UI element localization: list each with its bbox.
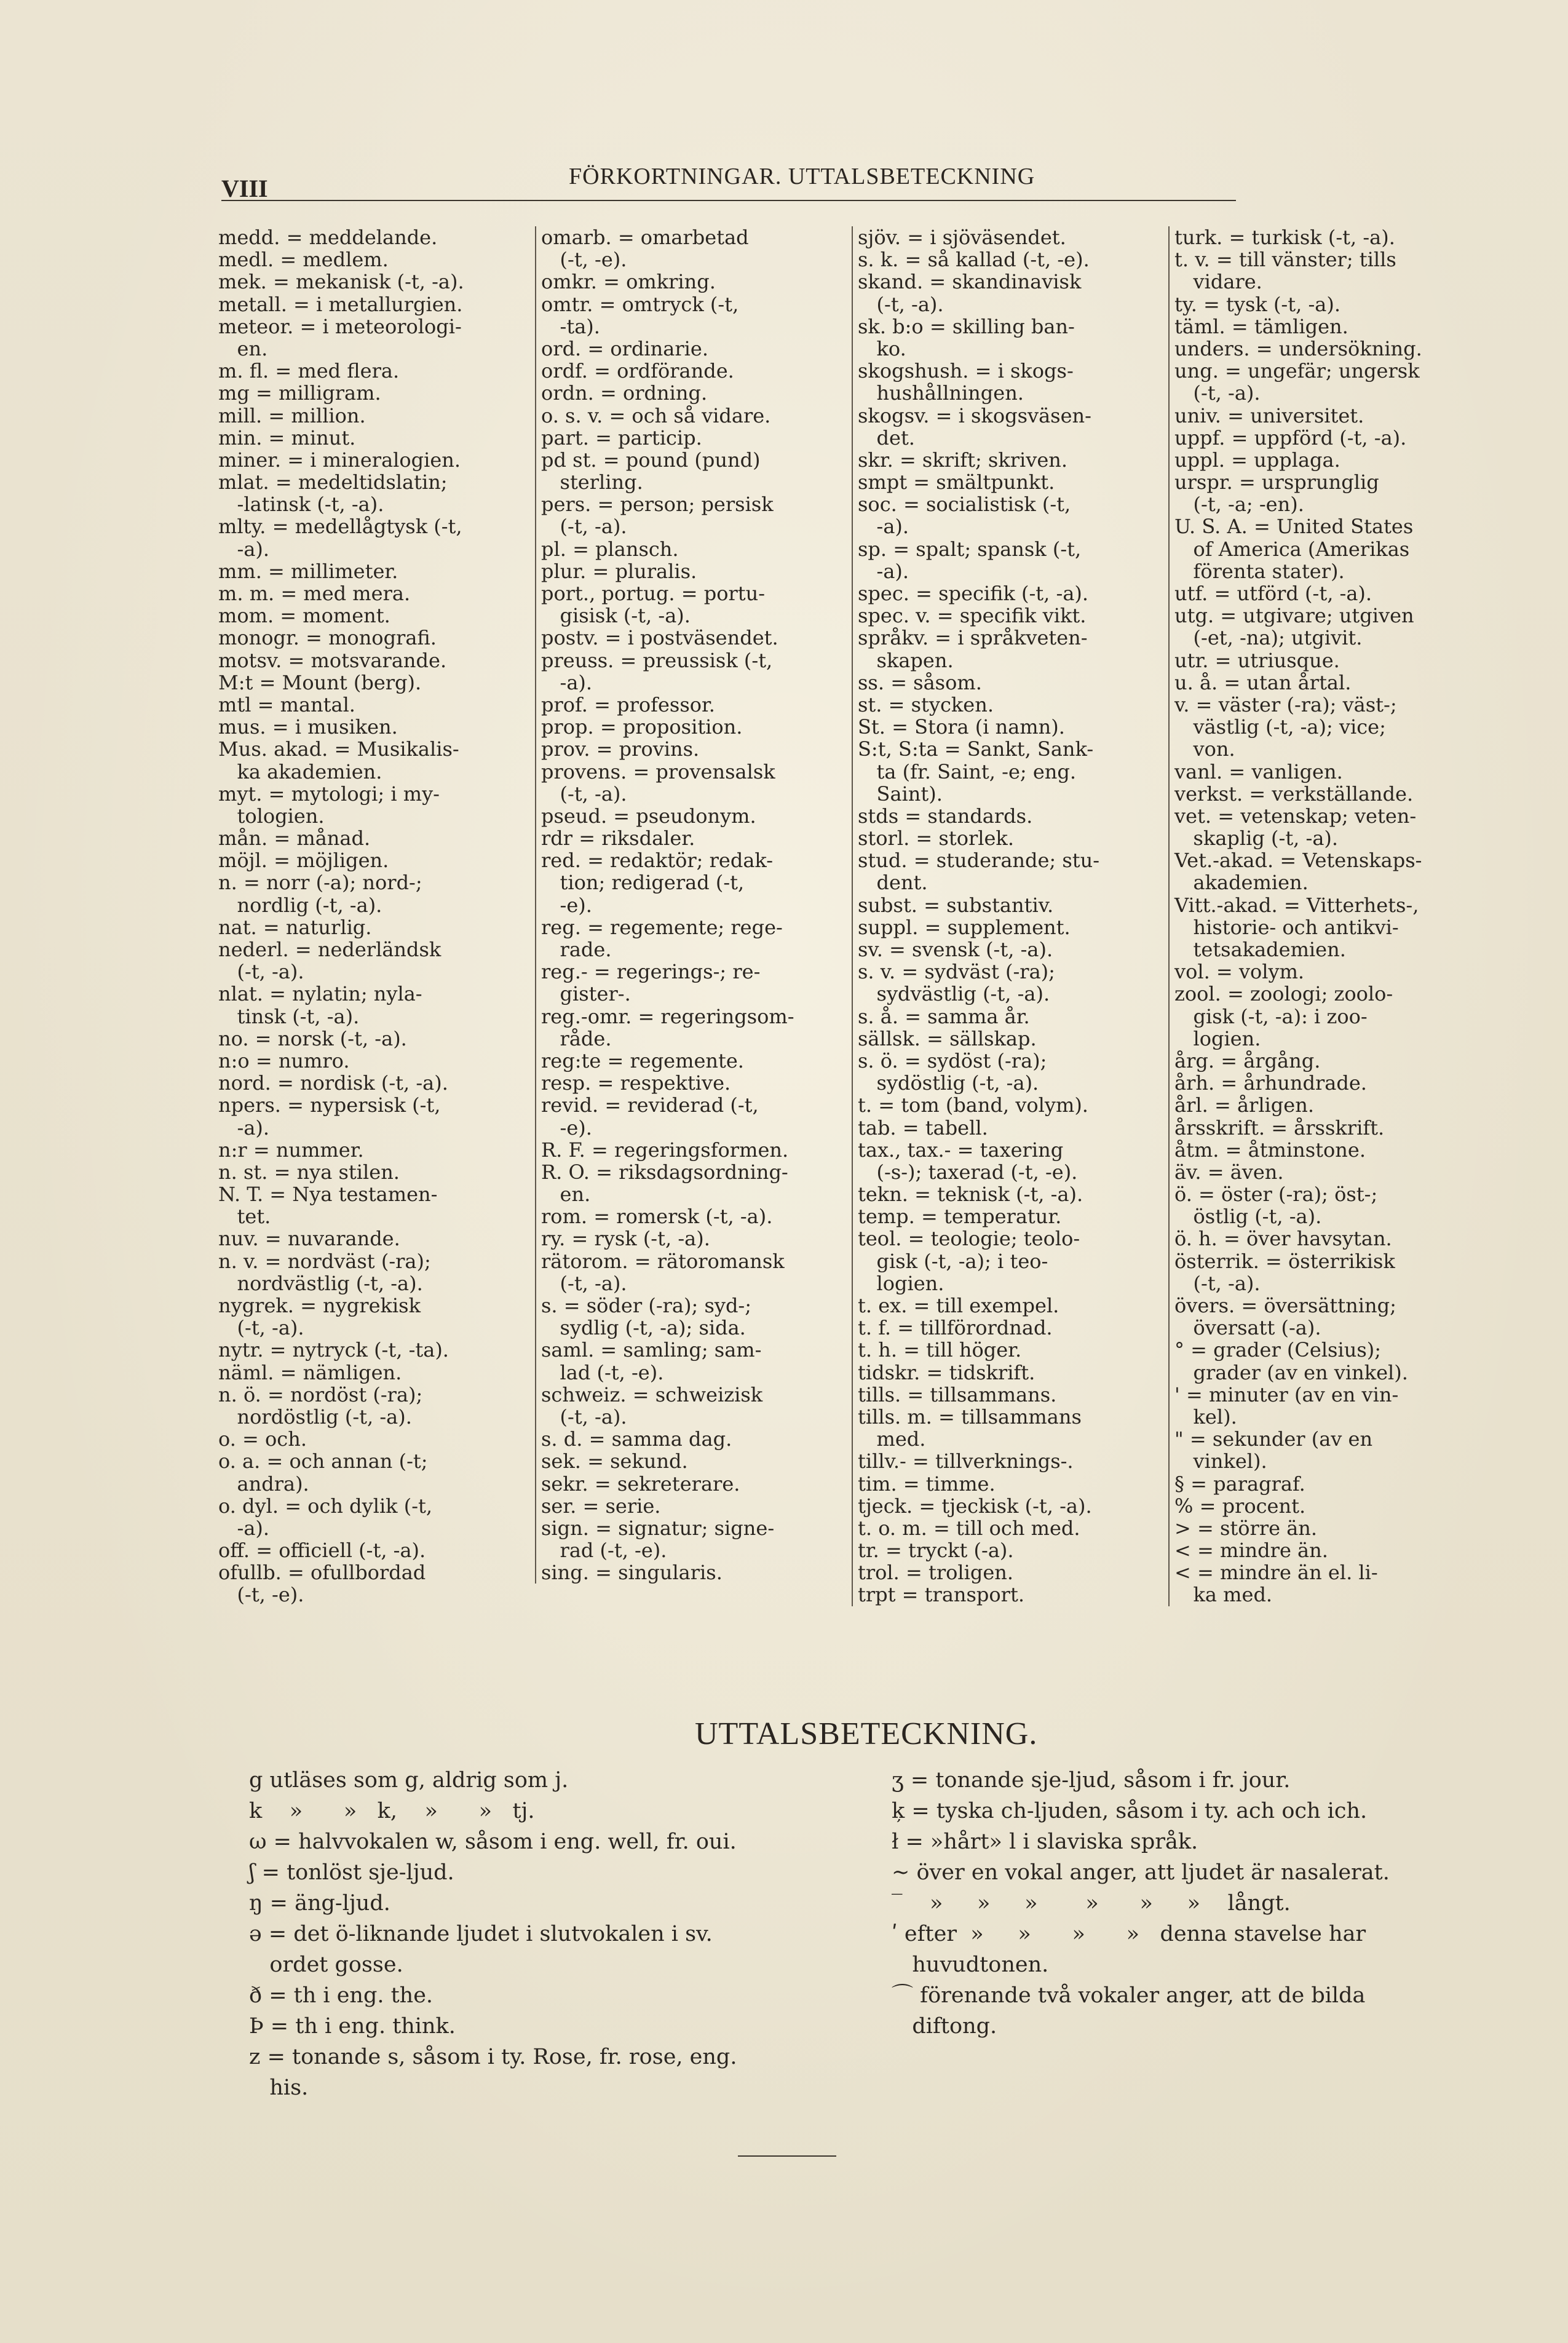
abbreviation-entry-line: möjl. = möjligen. — [218, 849, 389, 873]
abbreviation-entry-line: ta (fr. Saint, -e; eng. — [858, 759, 1077, 783]
abbreviation-entry-line: täml. = tämligen. — [1174, 314, 1348, 338]
abbreviation-entry-line: uppf. = uppförd (-t, -a). — [1174, 426, 1407, 450]
abbreviation-entry-line: mtl = mantal. — [218, 692, 355, 716]
abbreviation-entry-line: mus. = i musiken. — [218, 715, 398, 739]
abbreviation-entry-line: reg.-omr. = regeringsom- — [541, 1004, 794, 1028]
abbreviation-entry-line: sydöstlig (-t, -a). — [858, 1071, 1039, 1095]
abbreviation-entry-line: S:t, S:ta = Sankt, Sank- — [858, 737, 1094, 761]
abbreviation-entry-line: lad (-t, -e). — [541, 1360, 664, 1384]
abbreviation-entry-line: åtm. = åtminstone. — [1174, 1138, 1366, 1162]
abbreviation-entry-line: n:o = numro. — [218, 1049, 350, 1072]
abbreviation-entry-line: mek. = mekanisk (-t, -a). — [218, 270, 464, 294]
pronunciation-entry-line: ‾ » » » » » » långt. — [892, 1891, 1291, 1916]
abbreviation-entry-line: tinsk (-t, -a). — [218, 1004, 360, 1028]
abbreviation-entry-line: ka med. — [1174, 1583, 1273, 1607]
abbreviation-entry-line: andra). — [218, 1472, 309, 1496]
abbreviation-entry-line: tekn. = teknisk (-t, -a). — [858, 1183, 1083, 1207]
abbreviation-entry-line: tidskr. = tidskrift. — [858, 1360, 1035, 1384]
abbreviation-entry-line: Vet.-akad. = Vetenskaps- — [1174, 849, 1422, 873]
abbreviation-entry-line: kel). — [1174, 1405, 1237, 1429]
abbreviation-entry-line: turk. = turkisk (-t, -a). — [1174, 226, 1395, 249]
pronunciation-entry-line: huvudtonen. — [892, 1953, 1049, 1977]
abbreviation-entry-line: medl. = medlem. — [218, 248, 389, 272]
abbreviation-entry-line: n. st. = nya stilen. — [218, 1160, 400, 1184]
abbreviation-entry-line: -a). — [858, 559, 909, 583]
abbreviation-entry-line: < = mindre än. — [1174, 1539, 1328, 1563]
pronunciation-entry-line: k » » k, » » tj. — [249, 1799, 535, 1823]
abbreviation-entry-line: myt. = mytologi; i my- — [218, 782, 440, 806]
abbreviation-entry-line: -a). — [858, 515, 909, 539]
abbreviation-entry-line: -e). — [541, 893, 592, 917]
abbreviation-entry-line: utg. = utgivare; utgiven — [1174, 604, 1414, 628]
pronunciation-entry-line: diftong. — [892, 2014, 997, 2039]
abbreviation-entry-line: red. = redaktör; redak- — [541, 849, 774, 873]
abbreviation-entry-line: tills. m. = tillsammans — [858, 1405, 1082, 1429]
abbreviation-entry-line: port., portug. = portu- — [541, 582, 766, 605]
abbreviation-entry-line: plur. = pluralis. — [541, 559, 697, 583]
abbreviation-entry-line: (-s-); taxerad (-t, -e). — [858, 1160, 1078, 1184]
pronunciation-entry-line: ʹ efter » » » » denna stavelse har — [892, 1922, 1366, 1946]
abbreviation-entry-line: univ. = universitet. — [1174, 403, 1364, 427]
abbreviation-entry-line: v. = väster (-ra); väst-; — [1174, 692, 1397, 716]
abbreviation-entry-line: subst. = substantiv. — [858, 893, 1054, 917]
abbreviation-entry-line: (-t, -a). — [1174, 381, 1261, 405]
abbreviation-entry-line: off. = officiell (-t, -a). — [218, 1539, 426, 1563]
abbreviation-entry-line: nederl. = nederländsk — [218, 938, 441, 961]
abbreviation-entry-line: ofullb. = ofullbordad — [218, 1561, 426, 1585]
abbreviation-entry-line: t. f. = tillförordnad. — [858, 1316, 1053, 1340]
abbreviation-entry-line: östlig (-t, -a). — [1174, 1205, 1322, 1229]
abbreviation-entry-line: (-t, -e). — [218, 1583, 304, 1607]
abbreviation-entry-line: (-t, -a). — [541, 1271, 627, 1295]
abbreviation-entry-line: tills. = tillsammans. — [858, 1382, 1057, 1406]
page-header — [221, 163, 1236, 201]
abbreviation-entry-line: årh. = århundrade. — [1174, 1071, 1367, 1095]
abbreviation-entry-line: prof. = professor. — [541, 692, 715, 716]
pronunciation-entry-line: Þ = th i eng. think. — [249, 2014, 456, 2039]
abbreviation-entry-line: grader (av en vinkel). — [1174, 1360, 1408, 1384]
abbreviation-entry-line: " = sekunder (av en — [1174, 1427, 1373, 1451]
abbreviation-entry-line: tim. = timme. — [858, 1472, 996, 1496]
abbreviation-entry-line: sterling. — [541, 470, 643, 494]
abbreviation-entry-line: utr. = utriusque. — [1174, 648, 1340, 672]
abbreviation-entry-line: ry. = rysk (-t, -a). — [541, 1227, 710, 1251]
abbreviation-entry-line: t. v. = till vänster; tills — [1174, 248, 1396, 272]
abbreviation-entry-line: ordf. = ordförande. — [541, 359, 734, 383]
abbreviation-entry-line: n. = norr (-a); nord-; — [218, 871, 422, 895]
abbreviation-entry-line: (-t, -a). — [218, 1316, 304, 1340]
abbreviation-entry-line: pl. = plansch. — [541, 537, 679, 561]
abbreviation-entry-line: utf. = utförd (-t, -a). — [1174, 582, 1372, 605]
abbreviation-entry-line: ty. = tysk (-t, -a). — [1174, 292, 1340, 316]
abbreviation-entry-line: nat. = naturlig. — [218, 915, 372, 939]
abbreviation-entry-line: årg. = årgång. — [1174, 1049, 1321, 1072]
abbreviation-entry-line: verkst. = verkställande. — [1174, 782, 1414, 806]
abbreviation-entry-line: prov. = provins. — [541, 737, 700, 761]
abbreviation-entry-line: nordlig (-t, -a). — [218, 893, 382, 917]
abbreviation-entry-line: n:r = nummer. — [218, 1138, 364, 1162]
abbreviation-entry-line: ss. = såsom. — [858, 670, 982, 694]
abbreviation-entry-line: sydvästlig (-t, -a). — [858, 982, 1050, 1006]
abbreviation-entry-line: unders. = undersökning. — [1174, 336, 1422, 360]
abbreviation-entry-line: soc. = socialistisk (-t, — [858, 493, 1071, 517]
pronunciation-entry-line: ⌒ förenande två vokaler anger, att de bilda — [892, 1983, 1366, 2008]
abbreviation-entry-line: postv. = i postväsendet. — [541, 626, 778, 650]
abbreviation-entry-line: (-t, -a). — [541, 1405, 627, 1429]
abbreviation-entry-line: historie- och antikvi- — [1174, 915, 1399, 939]
abbreviation-entry-line: det. — [858, 426, 915, 450]
abbreviation-entry-line: resp. = respektive. — [541, 1071, 731, 1095]
closing-rule — [738, 2155, 836, 2157]
abbreviation-entry-line: nordvästlig (-t, -a). — [218, 1271, 423, 1295]
abbreviation-entry-line: t. o. m. = till och med. — [858, 1516, 1080, 1540]
abbreviation-entry-line: teol. = teologie; teolo- — [858, 1227, 1080, 1251]
abbreviation-entry-line: tjeck. = tjeckisk (-t, -a). — [858, 1494, 1092, 1518]
abbreviation-entry-line: R. O. = riksdagsordning- — [541, 1160, 788, 1184]
abbreviation-entry-line: mån. = månad. — [218, 827, 371, 850]
abbreviation-entry-line: vidare. — [1174, 270, 1262, 294]
abbreviation-entry-line: preuss. = preussisk (-t, — [541, 648, 773, 672]
abbreviation-entry-line: sydlig (-t, -a); sida. — [541, 1316, 746, 1340]
abbreviation-entry-line: of America (Amerikas — [1174, 537, 1410, 561]
abbreviation-entry-line: vol. = volym. — [1174, 960, 1305, 984]
pronunciation-entry-line: ŋ = äng-ljud. — [249, 1891, 390, 1916]
abbreviation-entry-line: nygrek. = nygrekisk — [218, 1294, 421, 1317]
pronunciation-entry-line: ð = th i eng. the. — [249, 1983, 434, 2008]
abbreviation-entry-line: sällsk. = sällskap. — [858, 1026, 1037, 1050]
abbreviation-entry-line: hushållningen. — [858, 381, 1024, 405]
abbreviation-entry-line: o. s. v. = och så vidare. — [541, 403, 771, 427]
page-number: VIII — [221, 175, 268, 202]
abbreviation-entry-line: tetsakademien. — [1174, 938, 1346, 961]
abbreviation-entry-line: o. a. = och annan (-t; — [218, 1449, 428, 1473]
abbreviation-entry-line: Saint). — [858, 782, 943, 806]
abbreviation-entry-line: mg = milligram. — [218, 381, 381, 405]
abbreviation-entry-line: ko. — [858, 336, 906, 360]
abbreviation-entry-line: omarb. = omarbetad — [541, 226, 749, 249]
abbreviation-entry-line: rad (-t, -e). — [541, 1539, 667, 1563]
abbreviation-entry-line: översatt (-a). — [1174, 1316, 1321, 1340]
abbreviation-entry-line: reg. = regemente; rege- — [541, 915, 783, 939]
pronunciation-section-title: UTTALSBETECKNING. — [695, 1716, 1038, 1751]
abbreviation-entry-line: m. m. = med mera. — [218, 582, 411, 605]
abbreviation-entry-line: von. — [1174, 737, 1235, 761]
abbreviation-entry-line: ° = grader (Celsius); — [1174, 1338, 1381, 1362]
abbreviation-entry-line: tion; redigerad (-t, — [541, 871, 745, 895]
abbreviation-column-3 — [852, 226, 1181, 1606]
abbreviation-entry-line: (-t, -a). — [218, 960, 304, 984]
abbreviation-entry-line: s. ö. = sydöst (-ra); — [858, 1049, 1047, 1072]
pronunciation-entry-line: ə = det ö-liknande ljudet i slutvokalen i sv. — [249, 1922, 713, 1946]
abbreviation-entry-line: nordöstlig (-t, -a). — [218, 1405, 412, 1429]
abbreviation-entry-line: urspr. = ursprunglig — [1174, 470, 1379, 494]
abbreviation-entry-line: monogr. = monografi. — [218, 626, 437, 650]
abbreviation-entry-line: äv. = även. — [1174, 1160, 1284, 1184]
abbreviation-entry-line: miner. = i mineralogien. — [218, 448, 461, 472]
abbreviation-entry-line: tax., tax.- = taxering — [858, 1138, 1064, 1162]
abbreviation-entry-line: sign. = signatur; signe- — [541, 1516, 775, 1540]
pronunciation-entry-line: his. — [249, 2075, 309, 2100]
abbreviation-entry-line: sp. = spalt; spansk (-t, — [858, 537, 1082, 561]
abbreviation-entry-line: sk. b:o = skilling ban- — [858, 314, 1075, 338]
abbreviation-entry-line: s. k. = så kallad (-t, -e). — [858, 248, 1090, 272]
abbreviation-entry-line: en. — [541, 1183, 591, 1207]
abbreviation-entry-line: sv. = svensk (-t, -a). — [858, 938, 1053, 961]
pronunciation-entry-line: ł = »hårt» l i slaviska språk. — [892, 1830, 1198, 1854]
abbreviation-entry-line: en. — [218, 336, 268, 360]
pronunciation-entry-line: ordet gosse. — [249, 1953, 403, 1977]
abbreviation-entry-line: -e). — [541, 1116, 592, 1140]
abbreviation-entry-line: gisk (-t, -a); i teo- — [858, 1249, 1048, 1273]
abbreviation-entry-line: (-t, -a). — [541, 782, 627, 806]
abbreviation-entry-line: nytr. = nytryck (-t, -ta). — [218, 1338, 449, 1362]
abbreviation-entry-line: skand. = skandinavisk — [858, 270, 1082, 294]
abbreviation-entry-line: skapen. — [858, 648, 954, 672]
abbreviation-entry-line: st. = stycken. — [858, 692, 994, 716]
pronunciation-entry-line: ω = halvvokalen w, såsom i eng. well, fr. oui. — [249, 1830, 737, 1854]
abbreviation-entry-line: årsskrift. = årsskrift. — [1174, 1116, 1385, 1140]
abbreviation-entry-line: mom. = moment. — [218, 604, 390, 628]
pronunciation-entry-line: z = tonande s, såsom i ty. Rose, fr. rose, eng. — [249, 2045, 737, 2069]
abbreviation-entry-line: ö. = öster (-ra); öst-; — [1174, 1183, 1378, 1207]
abbreviation-entry-line: N. T. = Nya testamen- — [218, 1183, 438, 1207]
abbreviation-entry-line: St. = Stora (i namn). — [858, 715, 1065, 739]
abbreviation-entry-line: metall. = i metallurgien. — [218, 292, 463, 316]
abbreviation-entry-line: provens. = provensalsk — [541, 759, 775, 783]
abbreviation-entry-line: (-t, -a). — [858, 292, 944, 316]
abbreviation-entry-line: (-t, -a). — [1174, 1271, 1261, 1295]
abbreviation-entry-line: omkr. = omkring. — [541, 270, 716, 294]
abbreviation-entry-line: vinkel). — [1174, 1449, 1267, 1473]
abbreviation-entry-line: M:t = Mount (berg). — [218, 670, 422, 694]
pronunciation-entry-line: ʃ = tonlöst sje-ljud. — [249, 1860, 454, 1885]
abbreviation-entry-line: ung. = ungefär; ungersk — [1174, 359, 1420, 383]
abbreviation-entry-line: trpt = transport. — [858, 1583, 1024, 1607]
abbreviation-entry-line: reg.- = regerings-; re- — [541, 960, 761, 984]
abbreviation-entry-line: gisk (-t, -a): i zoo- — [1174, 1004, 1368, 1028]
abbreviation-entry-line: ser. = serie. — [541, 1494, 661, 1518]
abbreviation-entry-line: gisisk (-t, -a). — [541, 604, 691, 628]
abbreviation-entry-line: revid. = reviderad (-t, — [541, 1093, 759, 1117]
abbreviation-entry-line: råde. — [541, 1026, 612, 1050]
pronunciation-entry-line: ʒ = tonande sje-ljud, såsom i fr. jour. — [892, 1768, 1291, 1793]
abbreviation-entry-line: skogshush. = i skogs- — [858, 359, 1074, 383]
abbreviation-entry-line: part. = particip. — [541, 426, 702, 450]
pronunciation-list-left — [249, 1765, 737, 2103]
abbreviation-entry-line: saml. = samling; sam- — [541, 1338, 762, 1362]
abbreviation-entry-line: mm. = millimeter. — [218, 559, 398, 583]
abbreviation-entry-line: medd. = meddelande. — [218, 226, 438, 249]
abbreviation-entry-line: med. — [858, 1427, 926, 1451]
abbreviation-entry-line: no. = norsk (-t, -a). — [218, 1026, 407, 1050]
abbreviation-entry-line: vet. = vetenskap; veten- — [1174, 804, 1417, 828]
abbreviation-entry-line: österrik. = österrikisk — [1174, 1249, 1395, 1273]
abbreviation-entry-line: -latinsk (-t, -a). — [218, 493, 384, 517]
abbreviation-entry-line: (-et, -na); utgivit. — [1174, 626, 1363, 650]
abbreviation-entry-line: < = mindre än el. li- — [1174, 1561, 1378, 1585]
abbreviation-entry-line: Mus. akad. = Musikalis- — [218, 737, 459, 761]
abbreviation-entry-line: s. d. = samma dag. — [541, 1427, 732, 1451]
abbreviation-entry-line: vanl. = vanligen. — [1174, 759, 1343, 783]
abbreviation-entry-line: temp. = temperatur. — [858, 1205, 1062, 1229]
abbreviation-entry-line: förenta stater). — [1174, 559, 1345, 583]
abbreviation-entry-line: smpt = smältpunkt. — [858, 470, 1055, 494]
abbreviation-column-4 — [1168, 226, 1519, 1606]
abbreviation-column-1 — [218, 226, 541, 1606]
abbreviation-entry-line: spec. = specifik (-t, -a). — [858, 582, 1089, 605]
abbreviation-entry-line: ka akademien. — [218, 759, 382, 783]
abbreviation-entry-line: logien. — [858, 1271, 944, 1295]
pronunciation-entry-line: ~ över en vokal anger, att ljudet är nasalerat. — [892, 1860, 1390, 1885]
abbreviation-entry-line: rade. — [541, 938, 612, 961]
abbreviation-entry-line: tet. — [218, 1205, 271, 1229]
abbreviation-entry-line: tr. = tryckt (-a). — [858, 1539, 1014, 1563]
abbreviation-entry-line: rdr = riksdaler. — [541, 827, 695, 850]
abbreviation-entry-line: rom. = romersk (-t, -a). — [541, 1205, 773, 1229]
abbreviation-entry-line: Vitt.-akad. = Vitterhets-, — [1174, 893, 1419, 917]
abbreviation-entry-line: tillv.- = tillverknings-. — [858, 1449, 1074, 1473]
abbreviation-entry-line: nlat. = nylatin; nyla- — [218, 982, 422, 1006]
abbreviation-entry-line: > = större än. — [1174, 1516, 1318, 1540]
abbreviation-entry-line: omtr. = omtryck (-t, — [541, 292, 739, 316]
abbreviation-entry-line: (-t, -e). — [541, 248, 627, 272]
abbreviation-columns — [218, 226, 1516, 1659]
pronunciation-entry-line: ķ = tyska ch-ljuden, såsom i ty. ach och ich. — [892, 1799, 1368, 1823]
running-title: FÖRKORTNINGAR. UTTALSBETECKNING — [569, 164, 1035, 189]
abbreviation-entry-line: pd st. = pound (pund) — [541, 448, 761, 472]
abbreviation-entry-line: sek. = sekund. — [541, 1449, 688, 1473]
abbreviation-entry-line: årl. = årligen. — [1174, 1093, 1314, 1117]
abbreviation-entry-line: övers. = översättning; — [1174, 1294, 1396, 1317]
abbreviation-entry-line: ö. h. = över havsytan. — [1174, 1227, 1392, 1251]
abbreviation-entry-line: meteor. = i meteorologi- — [218, 314, 462, 338]
abbreviation-entry-line: sing. = singularis. — [541, 1561, 723, 1585]
abbreviation-entry-line: skogsv. = i skogsväsen- — [858, 403, 1091, 427]
abbreviation-entry-line: västlig (-t, -a); vice; — [1174, 715, 1386, 739]
pronunciation-list-right — [892, 1765, 1390, 2042]
abbreviation-entry-line: s. v. = sydväst (-ra); — [858, 960, 1055, 984]
abbreviation-entry-line: u. å. = utan årtal. — [1174, 670, 1352, 694]
abbreviation-entry-line: -a). — [218, 1516, 270, 1540]
abbreviation-entry-line: mlat. = medeltidslatin; — [218, 470, 448, 494]
abbreviation-entry-line: motsv. = motsvarande. — [218, 648, 447, 672]
abbreviation-entry-line: tologien. — [218, 804, 325, 828]
abbreviation-entry-line: (-t, -a). — [541, 515, 627, 539]
abbreviation-entry-line: tab. = tabell. — [858, 1116, 988, 1140]
abbreviation-entry-line: s. å. = samma år. — [858, 1004, 1030, 1028]
abbreviation-entry-line: o. dyl. = och dylik (-t, — [218, 1494, 433, 1518]
abbreviation-entry-line: -a). — [218, 1116, 270, 1140]
abbreviation-entry-line: -ta). — [541, 314, 600, 338]
abbreviation-entry-line: min. = minut. — [218, 426, 356, 450]
abbreviation-entry-line: -a). — [218, 537, 270, 561]
abbreviation-entry-line: gister-. — [541, 982, 631, 1006]
abbreviation-entry-line: dent. — [858, 871, 928, 895]
abbreviation-entry-line: R. F. = regeringsformen. — [541, 1138, 789, 1162]
abbreviation-column-2 — [535, 226, 864, 1584]
abbreviation-entry-line: rätorom. = rätoromansk — [541, 1249, 785, 1273]
abbreviation-entry-line: s. = söder (-ra); syd-; — [541, 1294, 752, 1317]
abbreviation-entry-line: nord. = nordisk (-t, -a). — [218, 1071, 448, 1095]
abbreviation-entry-line: o. = och. — [218, 1427, 307, 1451]
abbreviation-entry-line: % = procent. — [1174, 1494, 1306, 1518]
abbreviation-entry-line: § = paragraf. — [1174, 1472, 1305, 1496]
abbreviation-entry-line: språkv. = i språkveten- — [858, 626, 1088, 650]
abbreviation-entry-line: m. fl. = med flera. — [218, 359, 400, 383]
abbreviation-entry-line: sjöv. = i sjöväsendet. — [858, 226, 1066, 249]
abbreviation-entry-line: U. S. A. = United States — [1174, 515, 1414, 539]
abbreviation-entry-line: mill. = million. — [218, 403, 366, 427]
abbreviation-entry-line: npers. = nypersisk (-t, — [218, 1093, 441, 1117]
abbreviation-entry-line: pers. = person; persisk — [541, 493, 774, 517]
pronunciation-entry-line: g utläses som g, aldrig som j. — [249, 1768, 569, 1793]
abbreviation-entry-line: skr. = skrift; skriven. — [858, 448, 1068, 472]
abbreviation-entry-line: trol. = troligen. — [858, 1561, 1014, 1585]
abbreviation-entry-line: spec. v. = specifik vikt. — [858, 604, 1087, 628]
abbreviation-entry-line: sekr. = sekreterare. — [541, 1472, 740, 1496]
abbreviation-entry-line: schweiz. = schweizisk — [541, 1382, 763, 1406]
abbreviation-entry-line: stud. = studerande; stu- — [858, 849, 1100, 873]
abbreviation-entry-line: n. v. = nordväst (-ra); — [218, 1249, 431, 1273]
abbreviation-entry-line: skaplig (-t, -a). — [1174, 827, 1339, 850]
abbreviation-entry-line: (-t, -a; -en). — [1174, 493, 1304, 517]
abbreviation-entry-line: nuv. = nuvarande. — [218, 1227, 400, 1251]
abbreviation-entry-line: prop. = proposition. — [541, 715, 743, 739]
abbreviation-entry-line: zool. = zoologi; zoolo- — [1174, 982, 1393, 1006]
abbreviation-entry-line: stds = standards. — [858, 804, 1033, 828]
abbreviation-entry-line: logien. — [1174, 1026, 1261, 1050]
abbreviation-entry-line: reg:te = regemente. — [541, 1049, 744, 1072]
abbreviation-entry-line: suppl. = supplement. — [858, 915, 1071, 939]
abbreviation-entry-line: uppl. = upplaga. — [1174, 448, 1340, 472]
abbreviation-entry-line: mlty. = medellågtysk (-t, — [218, 515, 462, 539]
abbreviation-entry-line: pseud. = pseudonym. — [541, 804, 756, 828]
abbreviation-entry-line: n. ö. = nordöst (-ra); — [218, 1382, 423, 1406]
abbreviation-entry-line: ordn. = ordning. — [541, 381, 708, 405]
abbreviation-entry-line: t. = tom (band, volym). — [858, 1093, 1088, 1117]
abbreviation-entry-line: storl. = storlek. — [858, 827, 1014, 850]
abbreviation-entry-line: ' = minuter (av en vin- — [1174, 1382, 1399, 1406]
abbreviation-entry-line: akademien. — [1174, 871, 1309, 895]
abbreviation-entry-line: -a). — [541, 670, 593, 694]
abbreviation-entry-line: t. h. = till höger. — [858, 1338, 1022, 1362]
abbreviation-entry-line: näml. = nämligen. — [218, 1360, 402, 1384]
abbreviation-entry-line: t. ex. = till exempel. — [858, 1294, 1059, 1317]
abbreviation-entry-line: ord. = ordinarie. — [541, 336, 708, 360]
